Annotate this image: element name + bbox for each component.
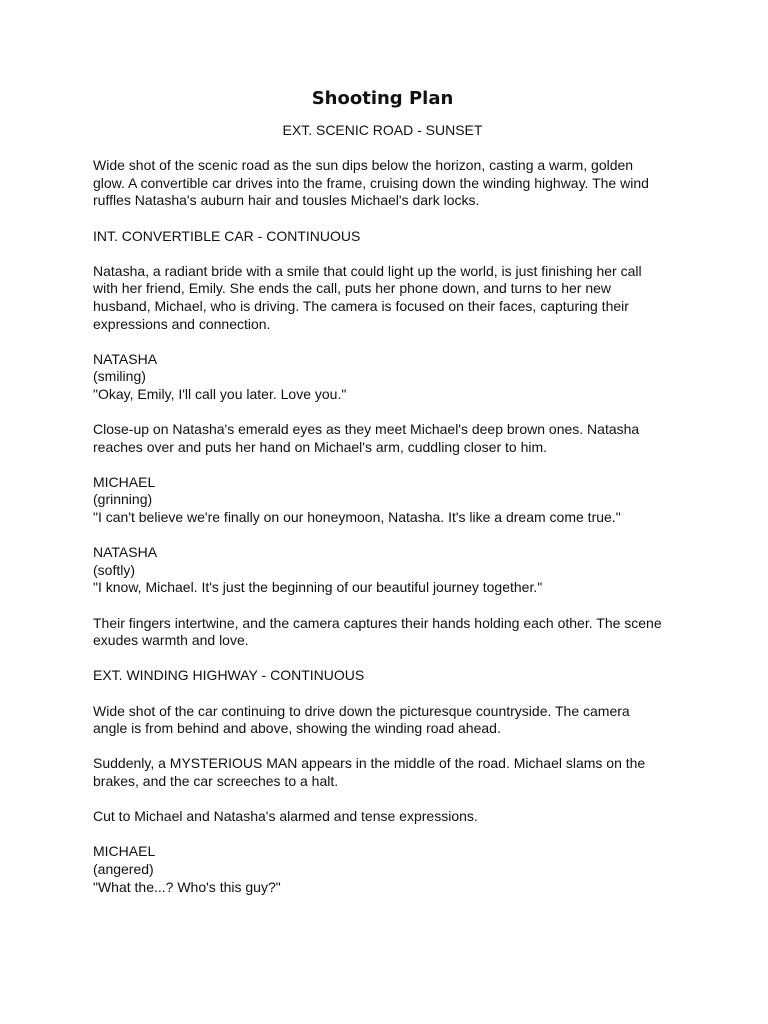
script-body (93, 157, 672, 896)
script-line: Suddenly, a MYSTERIOUS MAN appears in the middle of the road. Michael slams on the (93, 755, 646, 772)
script-paragraph (93, 703, 672, 738)
script-paragraph (93, 544, 672, 597)
script-paragraph (93, 228, 672, 246)
script-paragraph (93, 474, 672, 527)
document-title: Shooting Plan (311, 88, 454, 109)
script-line: NATASHA (93, 544, 158, 561)
script-line: Natasha, a radiant bride with a smile that could light up the world, is just finishing her call (93, 262, 642, 279)
script-paragraph (93, 667, 672, 685)
script-line: (softly) (93, 561, 135, 578)
script-paragraph (93, 843, 672, 896)
script-line: MICHAEL (93, 473, 156, 490)
script-line: angle is from behind and above, showing the winding road ahead. (93, 720, 501, 737)
script-paragraph (93, 808, 672, 826)
script-line: reaches over and puts her hand on Michael's arm, cuddling closer to him. (93, 438, 548, 455)
script-paragraph (93, 263, 672, 333)
script-line: exudes warmth and love. (93, 632, 249, 649)
scene-heading-first: EXT. SCENIC ROAD - SUNSET (282, 122, 483, 138)
script-paragraph (93, 755, 672, 790)
script-line: NATASHA (93, 350, 158, 367)
script-paragraph (93, 615, 672, 650)
script-line: (angered) (93, 860, 154, 877)
script-line: Close-up on Natasha's emerald eyes as they meet Michael's deep brown ones. Natasha (93, 421, 640, 438)
script-line: "Okay, Emily, I'll call you later. Love you." (93, 385, 347, 402)
script-line: glow. A convertible car drives into the frame, cruising down the winding highway. The wind (93, 174, 649, 191)
script-line: brakes, and the car screeches to a halt. (93, 772, 339, 789)
script-paragraph (93, 157, 672, 210)
script-line: Their fingers intertwine, and the camera captures their hands holding each other. The scene (93, 614, 662, 631)
script-line: (grinning) (93, 491, 153, 508)
script-line: INT. CONVERTIBLE CAR - CONTINUOUS (93, 227, 361, 244)
script-line: husband, Michael, who is driving. The camera is focused on their faces, capturing their (93, 297, 629, 314)
script-line: Wide shot of the scenic road as the sun dips below the horizon, casting a warm, golden (93, 157, 634, 174)
script-line: "I know, Michael. It's just the beginning of our beautiful journey together." (93, 579, 543, 596)
script-paragraph (93, 421, 672, 456)
script-line: "I can't believe we're finally on our honeymoon, Natasha. It's like a dream come true." (93, 509, 621, 526)
script-line: expressions and connection. (93, 315, 271, 332)
script-line: MICHAEL (93, 843, 156, 860)
script-line: ruffles Natasha's auburn hair and tousles Michael's dark locks. (93, 192, 480, 209)
script-line: Cut to Michael and Natasha's alarmed and tense expressions. (93, 808, 478, 825)
script-line: Wide shot of the car continuing to drive down the picturesque countryside. The camera (93, 702, 630, 719)
script-paragraph (93, 351, 672, 404)
script-line: "What the...? Who's this guy?" (93, 878, 281, 895)
script-line: (smiling) (93, 368, 146, 385)
script-line: with her friend, Emily. She ends the call, puts her phone down, and turns to her new (93, 280, 612, 297)
script-line: EXT. WINDING HIGHWAY - CONTINUOUS (93, 667, 365, 684)
